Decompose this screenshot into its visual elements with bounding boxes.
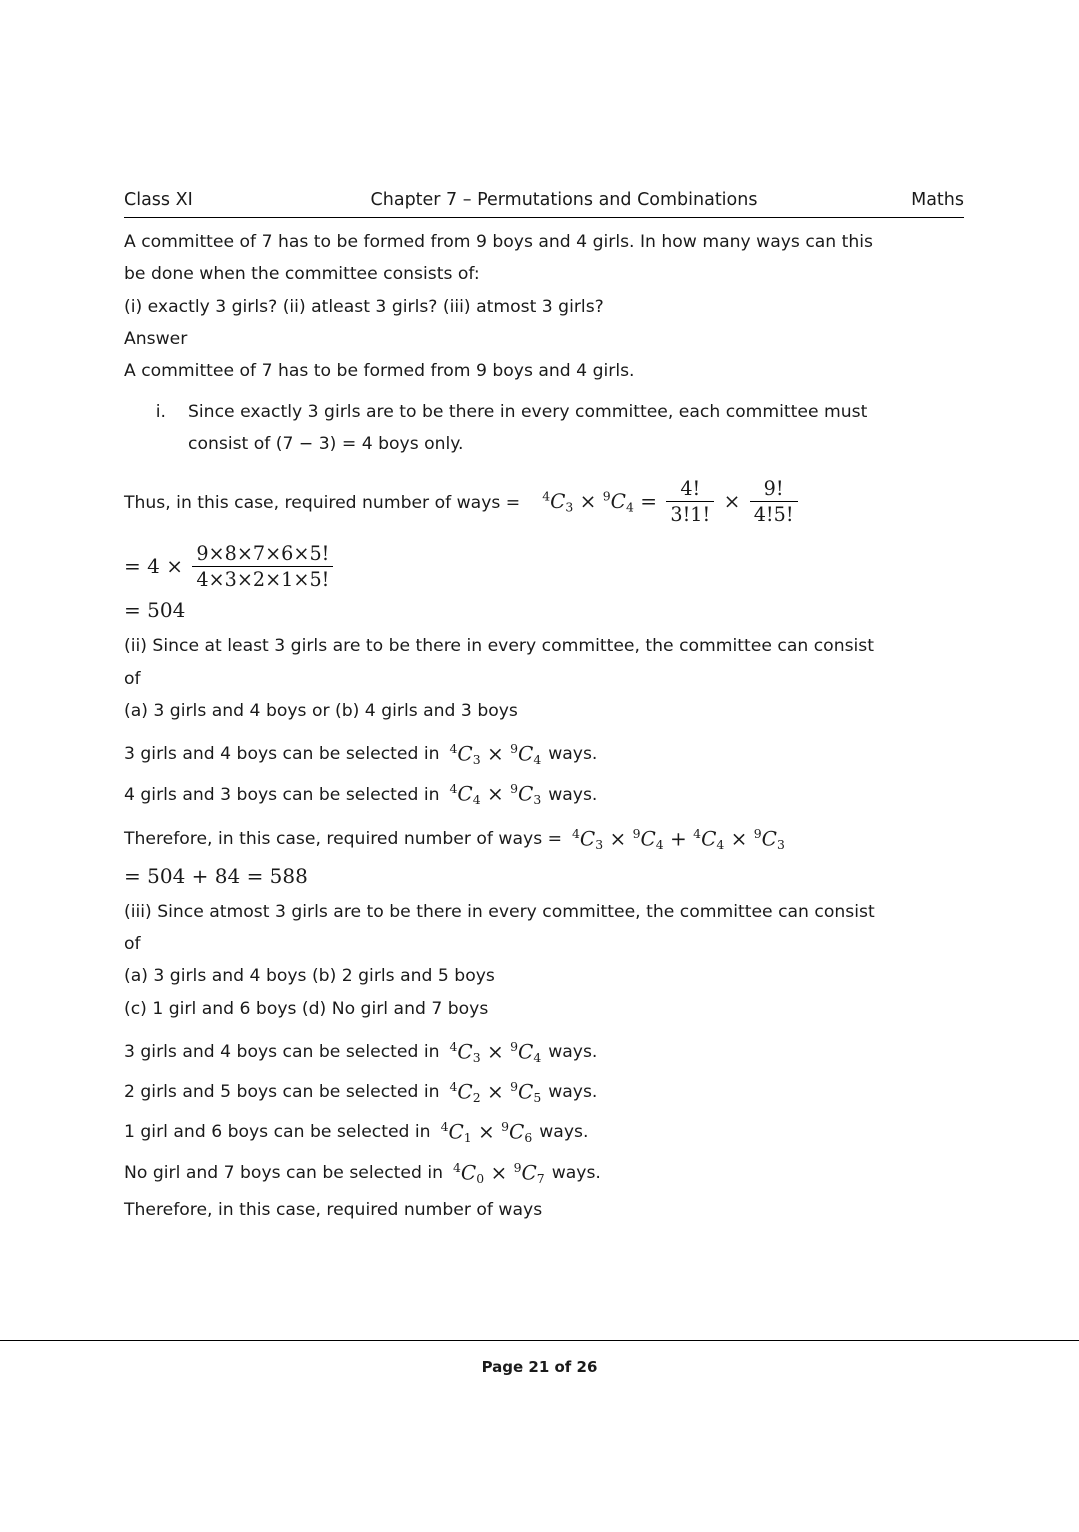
sel5-b-sub: 6 [524,1130,533,1146]
th-d-sup: 9 [753,825,762,841]
sel1-b-base: C [518,741,534,766]
selection-1-expression [450,741,542,767]
sel3-a-sub: 3 [472,1050,481,1066]
selection-row-2 [124,781,964,807]
selection-row-4 [124,1079,964,1105]
sel5-times: × [478,1120,495,1145]
eq1-frac2-denominator: 4!5! [753,503,794,527]
eq1-c2-sub: 4 [625,499,634,515]
eq1-times-1: × [579,489,597,514]
th-b-base: C [640,826,656,851]
eq1-equals: = [640,489,657,514]
selection-5-label: 1 girl and 6 boys can be selected in [124,1122,431,1143]
therefore-expression [572,826,785,852]
selection-2-label: 4 girls and 3 boys can be selected in [124,784,440,805]
selection-3-suffix: ways. [548,1042,598,1063]
sel5-b-base: C [509,1120,525,1145]
selection-3-label: 3 girls and 4 boys can be selected in [124,1042,440,1063]
sel6-a-sup: 4 [453,1159,461,1175]
th-c-sup: 4 [693,825,702,841]
part-ii-line-2: of [124,668,141,689]
sel4-a-sub: 2 [472,1090,481,1106]
equation-step-2 [124,543,964,592]
eq1-times-2: × [723,489,741,514]
th-d-sub: 3 [776,836,785,852]
sel6-b-sup: 9 [513,1159,522,1175]
selection-row-3 [124,1039,964,1065]
thus-equation-row [124,478,964,527]
eq1-c1-sub: 3 [565,499,574,515]
list-item-line-2: consist of (7 − 3) = 4 boys only. [188,433,464,454]
sel1-times: × [486,741,504,766]
list-item-marker: i. [155,401,166,422]
eq1-fraction-1 [666,477,714,526]
sel1-b-sup: 9 [510,741,518,757]
answer-label: Answer [124,328,188,349]
th-c-sub: 4 [716,836,725,852]
sel1-a-base: C [457,741,473,766]
sel2-b-sup: 9 [510,781,518,797]
sel6-times: × [490,1160,508,1185]
answer-restatement: A committee of 7 has to be formed from 9 boys and 4 girls. [124,361,635,382]
selection-4-expression [450,1079,542,1105]
page-content [124,190,964,1226]
sel6-b-base: C [521,1160,537,1185]
part-iii-line-1: (iii) Since atmost 3 girls are to be there in every committee, the committee can consist [124,901,875,922]
selection-2-expression [450,781,542,807]
sel5-a-sup: 4 [440,1119,449,1135]
part-ii-cases: (a) 3 girls and 4 boys or (b) 4 girls and 3 boys [124,700,518,721]
eq1-c1-sup: 4 [542,488,551,504]
eq1-frac1-numerator: 4! [666,477,714,502]
final-line: Therefore, in this case, required number of ways [124,1199,543,1220]
equation-step-3: = 504 [124,598,186,623]
sel3-b-base: C [518,1039,534,1064]
selection-row-1 [124,741,964,767]
sel6-a-base: C [460,1160,477,1185]
th-times-1: × [609,826,627,851]
th-c-base: C [701,826,717,851]
selection-4-suffix: ways. [548,1082,598,1103]
page-header [124,190,964,218]
eq2-prefix: = 4 × [124,554,183,579]
sel4-a-sup: 4 [449,1079,458,1095]
header-subject: Maths [911,190,964,210]
sel3-b-sup: 9 [510,1039,518,1055]
selection-2-suffix: ways. [548,784,598,805]
eq2-numerator: 9×8×7×6×5! [192,542,333,567]
sel3-a-sup: 4 [449,1039,458,1055]
th-a-base: C [579,826,596,851]
selection-6-label: No girl and 7 boys can be selected in [124,1162,444,1183]
equation-exactly-3-girls [542,478,800,527]
sel4-a-base: C [457,1079,473,1104]
sel4-times: × [486,1079,504,1104]
sel2-b-base: C [518,782,534,807]
sel6-b-sub: 7 [536,1170,545,1186]
th-plus: + [670,826,687,851]
therefore-row-ii [124,826,964,852]
question-line-3: (i) exactly 3 girls? (ii) atleast 3 girls? (iii) atmost 3 girls? [124,296,604,317]
list-item-line-1: Since exactly 3 girls are to be there in every committee, each committee must [188,401,868,422]
part-ii-block [124,630,964,727]
sel2-a-base: C [457,782,473,807]
selection-1-label: 3 girls and 4 boys can be selected in [124,744,440,765]
sel3-times: × [486,1039,504,1064]
selection-row-5 [124,1119,964,1145]
sel1-b-sub: 4 [533,752,542,768]
sel6-a-sub: 0 [476,1170,485,1186]
th-d-base: C [761,826,777,851]
therefore-label: Therefore, in this case, required number of ways = [124,828,563,849]
question-line-1: A committee of 7 has to be formed from 9 boys and 4 girls. In how many ways can this [124,232,874,252]
footer-divider [0,1340,1079,1341]
sel3-a-base: C [457,1039,473,1064]
eq1-frac2-numerator: 9! [750,477,798,502]
question-line-2: be done when the committee consists of: [124,264,480,285]
sel2-a-sub: 4 [472,792,481,808]
part-iii-line-2: of [124,934,141,955]
eq1-fraction-2 [750,477,798,526]
sel2-a-sup: 4 [449,781,458,797]
eq1-c1-base: C [550,489,566,514]
sel5-a-base: C [448,1120,464,1145]
sel3-b-sub: 4 [533,1050,542,1066]
th-b-sub: 4 [655,836,664,852]
part-iii-cases-2: (c) 1 girl and 6 boys (d) No girl and 7 boys [124,998,489,1019]
sel1-a-sup: 4 [449,741,458,757]
eq2-denominator: 4×3×2×1×5! [196,568,330,592]
th-a-sup: 4 [572,825,580,841]
selection-6-suffix: ways. [551,1162,601,1183]
list-item-text [188,396,964,461]
eq1-c2-base: C [610,489,626,514]
selection-3-expression [450,1039,542,1065]
sel2-b-sub: 3 [533,792,542,808]
equation-step-4: = 504 + 84 = 588 [124,863,308,888]
th-times-2: × [730,826,748,851]
thus-label: Thus, in this case, required number of ways = [124,492,521,513]
eq2-fraction [192,542,333,591]
selection-5-suffix: ways. [539,1122,589,1143]
part-iii-block [124,896,964,1025]
sel2-times: × [486,782,504,807]
eq1-frac1-denominator: 3!1! [670,503,711,527]
eq2-expression [124,543,336,592]
sel4-b-sub: 5 [533,1090,542,1106]
eq1-c2-sup: 9 [602,488,611,504]
selection-5-expression [441,1119,533,1145]
sel1-a-sub: 3 [472,752,481,768]
sel5-a-sub: 1 [463,1130,472,1146]
selection-4-label: 2 girls and 5 boys can be selected in [124,1082,440,1103]
selection-row-6 [124,1160,964,1186]
header-chapter-title: Chapter 7 – Permutations and Combinations [370,190,758,210]
th-a-sub: 3 [595,836,604,852]
header-class: Class XI [124,190,193,210]
sel4-b-base: C [518,1079,534,1104]
selection-1-suffix: ways. [548,744,598,765]
question-block [124,226,964,323]
part-iii-cases-1: (a) 3 girls and 4 boys (b) 2 girls and 5 boys [124,966,495,987]
part-ii-line-1: (ii) Since at least 3 girls are to be there in every committee, the committee can consist [124,636,875,657]
th-b-sup: 9 [632,825,641,841]
selection-6-expression [453,1160,545,1186]
page-number: Page 21 of 26 [481,1358,598,1376]
sel5-b-sup: 9 [501,1119,510,1135]
sel4-b-sup: 9 [510,1079,518,1095]
list-item [124,396,964,461]
